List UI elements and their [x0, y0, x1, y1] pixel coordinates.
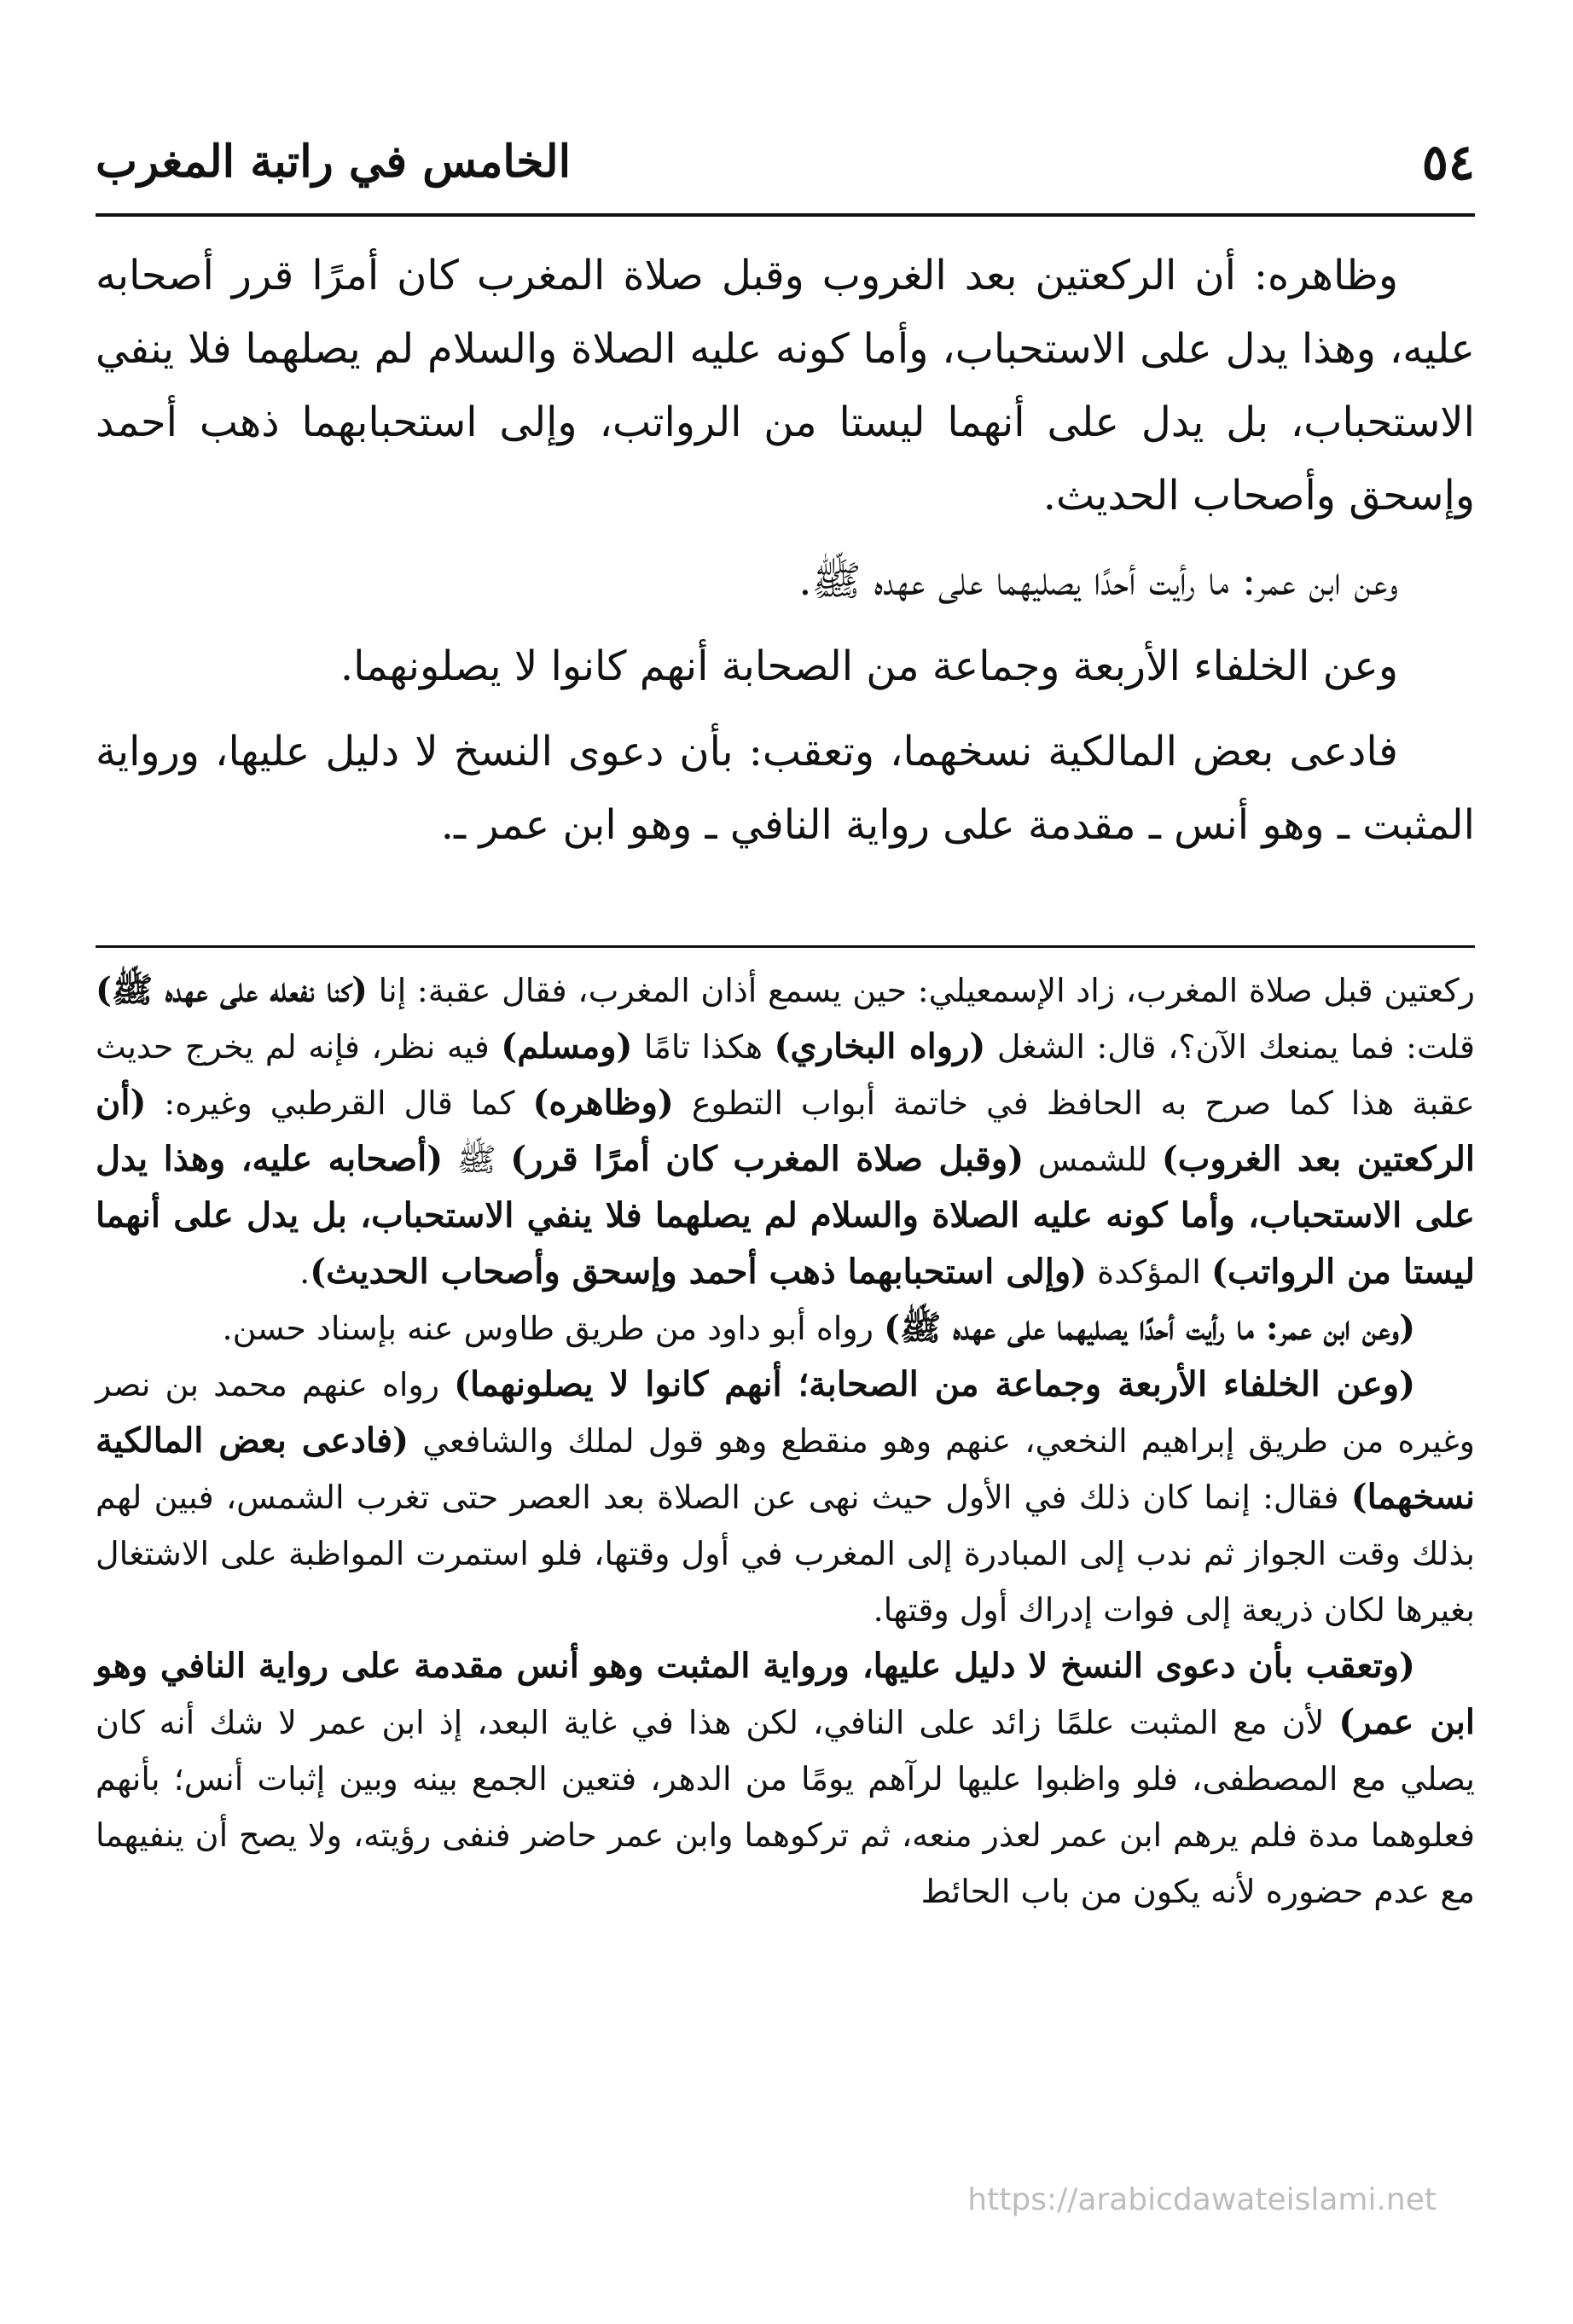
- note-text: رواه عنهم محمد بن نصر وغيره من طريق إبراهيم النخعي، عنهم وهو منقطع وهو قول لملك والشافعي: [96, 1366, 1475, 1460]
- main-paragraph-1: وظاهره: أن الركعتين بعد الغروب وقبل صلاة المغرب كان أمرًا قرر أصحابه عليه، وهذا يدل على الاستحباب، وأما كونه عليه الصلاة والسلام لم يصلهما فلا ينفي الاستحباب، بل يدل على أنهما ليستا من الرواتب، وإلى استحبابهما ذهب أحمد وإسحق وأصحاب الحديث.: [96, 252, 1475, 520]
- note-text: .: [299, 1253, 311, 1291]
- quoted-matn: (وإلى استحبابهما ذهب أحمد وإسحق وأصحاب الحديث): [310, 1252, 1088, 1292]
- quoted-matn: (كنا نفعله على عهده ﷺ): [96, 970, 368, 1010]
- quoted-matn: (أن الركعتين بعد الغروب): [96, 1083, 1475, 1179]
- main-paragraph-2: وعن ابن عمر: ما رأيت أحدًا يصليهما على عهده ﷺ.: [798, 557, 1398, 605]
- note-text: للشمس: [1024, 1141, 1162, 1178]
- header-rule: [96, 213, 1475, 217]
- note-text: فيه نظر، فإنه لم يخرج حديث عقبة هذا كما صرح به الحافظ في خاتمة أبواب التطوع: [96, 1028, 1475, 1122]
- main-paragraph-4: فادعى بعض المالكية نسخهما، وتعقب: بأن دعوى النسخ لا دليل عليها، ورواية المثبت ـ وهو أنس ـ مقدمة على رواية النافي ـ وهو ابن عمر ـ.: [96, 728, 1475, 849]
- note-text: فقال: إنما كان ذلك في الأول حيث نهى عن الصلاة بعد العصر حتى تغرب الشمس، فبين لهم بذلك وقت الجواز ثم ندب إلى المبادرة إلى المغرب في أول وقتها، فلو استمرت المواظبة على الاشتغال بغيرها لكان ذريعة إلى فوات إدراك أول وقتها.: [96, 1479, 1475, 1629]
- note-text: المؤكدة: [1087, 1253, 1211, 1291]
- quoted-matn: (وتعقب بأن دعوى النسخ لا دليل عليها، ورواية المثبت وهو أنس مقدمة على رواية النافي وهو ابن عمر): [96, 1646, 1476, 1742]
- commentary: [96, 962, 1475, 1920]
- quoted-matn: (رواه البخاري): [774, 1026, 986, 1066]
- note-text: ﷺ: [443, 1141, 511, 1178]
- note-text: رواه أبو داود من طريق طاوس عنه بإسناد حسن.: [222, 1310, 885, 1347]
- note-text: كما قال القرطبي وغيره:: [146, 1084, 533, 1122]
- commentary-paragraph-3: [96, 1357, 1475, 1638]
- page-number: ٥٤: [1421, 133, 1475, 191]
- note-text: لأن مع المثبت علمًا زائد على النافي، لكن هذا في غاية البعد، إذ ابن عمر لا شك أنه كان يصلي مع المصطفى، فلو واظبوا عليها لرآهم يومًا من الدهر، فتعين الجمع بينه وبين إثبات أنس؛ بأنهم فعلوهما مدة فلم يرهم ابن عمر لعذر منعه، ثم تركوهما وابن عمر حاضر فنفى رؤيته، ولا يصح أن ينفيهما مع عدم حضوره لأنه يكون من باب الحائط: [96, 1704, 1475, 1910]
- quoted-matn: (وظاهره): [532, 1083, 674, 1123]
- quoted-matn: (فادعى بعض المالكية نسخهما): [96, 1421, 1475, 1517]
- note-text: هكذا تامًا: [632, 1028, 775, 1066]
- note-text: قلت: فما يمنعك الآن؟، قال: الشغل: [985, 1028, 1475, 1066]
- running-title: الخامس في راتبة المغرب: [96, 136, 572, 188]
- commentary-rule: [96, 945, 1475, 948]
- quoted-matn: (ومسلم): [501, 1026, 633, 1066]
- quoted-matn: (وعن الخلفاء الأربعة وجماعة من الصحابة؛ أنهم كانوا لا يصلونهما): [454, 1364, 1415, 1404]
- quoted-matn: (أصحابه عليه، وهذا يدل على الاستحباب، وأما كونه عليه الصلاة والسلام لم يصلهما فلا ينفي الاستحباب، بل يدل على أنهما ليستا من الرواتب): [96, 1139, 1476, 1292]
- main-paragraph-3: وعن الخلفاء الأربعة وجماعة من الصحابة أنهم كانوا لا يصلونهما.: [340, 642, 1398, 690]
- quoted-matn: (وقبل صلاة المغرب كان أمرًا قرر): [510, 1139, 1024, 1179]
- commentary-paragraph-1: [96, 962, 1475, 1300]
- quoted-matn: (وعن ابن عمر: ما رأيت أحدًا يصليهما على عهده ﷺ): [884, 1308, 1415, 1348]
- watermark-url: https://arabicdawateislami.net: [967, 2182, 1437, 2217]
- commentary-paragraph-4: [96, 1638, 1475, 1920]
- note-text: ركعتين قبل صلاة المغرب، زاد الإسمعيلي: حين يسمع أذان المغرب، فقال عقبة: إنا: [367, 972, 1475, 1009]
- main-text: [96, 239, 1475, 862]
- commentary-paragraph-2: [96, 1300, 1475, 1357]
- page-header: [96, 128, 1475, 196]
